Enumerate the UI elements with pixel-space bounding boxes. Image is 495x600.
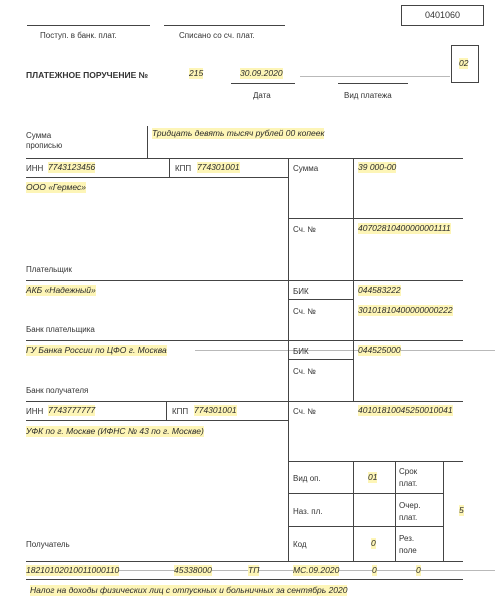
vline-kpp-payer bbox=[169, 158, 170, 177]
line-payee-account-bottom bbox=[288, 461, 463, 462]
payment-type-underline bbox=[338, 83, 408, 84]
form-code: 0401060 bbox=[424, 10, 461, 20]
amount-value: 39 000-00 bbox=[358, 162, 397, 172]
payee-inn-label: ИНН bbox=[26, 407, 44, 416]
line-top-payer bbox=[26, 158, 463, 159]
op-type: 01 bbox=[368, 472, 378, 482]
payer-inn-label: ИНН bbox=[26, 164, 44, 173]
payee-inn: 7743777777 bbox=[48, 405, 96, 415]
page-title: ПЛАТЕЖНОЕ ПОРУЧЕНИЕ № bbox=[26, 70, 149, 80]
term-label-2: плат. bbox=[399, 479, 418, 488]
document-date: 30.09.2020 bbox=[240, 68, 283, 78]
payee-account: 40101810045250010041 bbox=[358, 405, 453, 415]
payee-bank-guide-line bbox=[195, 350, 495, 351]
line-inn-bottom bbox=[26, 177, 288, 178]
tax-period: МС.09.2020 bbox=[293, 565, 340, 575]
payee-label: Получатель bbox=[26, 540, 70, 549]
payment-purpose: Налог на доходы физических лиц с отпускных и больничных за сентябрь 2020 bbox=[30, 585, 348, 595]
payee-bank-account-label: Сч. № bbox=[293, 367, 316, 376]
payer-label: Плательщик bbox=[26, 265, 72, 274]
line-payee-bik-bottom bbox=[288, 359, 353, 360]
line-payer-amount-bottom bbox=[288, 218, 463, 219]
payee-name: УФК по г. Москве (ИФНС № 43 по г. Москве) bbox=[26, 426, 204, 436]
payer-bank-bik-label: БИК bbox=[293, 287, 309, 296]
code-label: Код bbox=[293, 540, 307, 549]
debited-label: Списано со сч. плат. bbox=[179, 31, 255, 40]
priority-label-2: плат. bbox=[399, 513, 418, 522]
date-underline bbox=[231, 83, 295, 84]
line-payer-bottom bbox=[26, 280, 463, 281]
vline-col-2-bottom bbox=[353, 461, 354, 561]
amount-words-value: Тридцать девять тысяч рублей 00 копеек bbox=[152, 128, 325, 138]
purpose-code-label: Наз. пл. bbox=[293, 507, 323, 516]
payee-bank-label: Банк получателя bbox=[26, 386, 89, 395]
payer-bank-account-label: Сч. № bbox=[293, 307, 316, 316]
payee-bank-bik: 044525000 bbox=[358, 345, 401, 355]
debited-line bbox=[164, 25, 285, 26]
header-guide-line bbox=[300, 76, 450, 77]
term-label-1: Срок bbox=[399, 467, 418, 476]
kbk: 18210102010011000110 bbox=[26, 565, 120, 575]
line-optype-bottom bbox=[288, 493, 443, 494]
vline-col-3 bbox=[395, 461, 396, 561]
payer-bank-account: 30101810400000000222 bbox=[358, 305, 453, 315]
payee-account-label: Сч. № bbox=[293, 407, 316, 416]
priority: 5 bbox=[459, 505, 464, 515]
received-line bbox=[27, 25, 150, 26]
payee-bank-bik-label: БИК bbox=[293, 347, 309, 356]
payer-account: 40702810400000001111 bbox=[358, 223, 451, 233]
vline-col-2-top bbox=[353, 158, 354, 401]
tax-basis: ТП bbox=[248, 565, 260, 575]
oktmo: 45338000 bbox=[174, 565, 212, 575]
tax-doc-number: 0 bbox=[372, 565, 377, 575]
payee-kpp-label: КПП bbox=[172, 407, 189, 416]
amount-label: Сумма bbox=[293, 164, 319, 173]
op-type-label: Вид оп. bbox=[293, 474, 321, 483]
line-payee-bank-bottom bbox=[26, 401, 463, 402]
priority-label-1: Очер. bbox=[399, 501, 421, 510]
code: 0 bbox=[371, 538, 376, 548]
payer-bank-label: Банк плательщика bbox=[26, 325, 95, 334]
received-label: Поступ. в банк. плат. bbox=[40, 31, 117, 40]
line-bik-bottom bbox=[288, 299, 353, 300]
line-payer-bank-bottom bbox=[26, 340, 463, 341]
vline-col-4 bbox=[443, 461, 444, 561]
payer-name: ООО «Гермес» bbox=[26, 182, 86, 192]
payer-account-label: Сч. № bbox=[293, 225, 316, 234]
payee-kpp: 774301001 bbox=[194, 405, 237, 415]
vline-kpp-payee bbox=[166, 401, 167, 420]
date-label: Дата bbox=[253, 91, 271, 100]
reserve-label-1: Рез. bbox=[399, 534, 415, 543]
payer-kpp: 774301001 bbox=[197, 162, 240, 172]
line-purpose-code-bottom bbox=[288, 526, 443, 527]
status-code: 02 bbox=[459, 58, 469, 68]
payer-bank-name: АКБ «Надежный» bbox=[26, 285, 96, 295]
line-tax-bottom bbox=[26, 579, 463, 580]
tax-doc-date: 0 bbox=[416, 565, 421, 575]
payer-inn: 7743123456 bbox=[48, 162, 96, 172]
vline-col-1 bbox=[288, 158, 289, 561]
document-number: 215 bbox=[189, 68, 204, 78]
amount-words-divider bbox=[147, 126, 148, 158]
line-payee-bottom bbox=[26, 561, 463, 562]
line-payee-inn-bottom bbox=[26, 420, 288, 421]
payment-type-label: Вид платежа bbox=[344, 91, 392, 100]
reserve-label-2: поле bbox=[399, 546, 417, 555]
amount-words-label-2: прописью bbox=[26, 141, 63, 150]
amount-words-label-1: Сумма bbox=[26, 131, 52, 140]
payee-bank-name: ГУ Банка России по ЦФО г. Москва bbox=[26, 345, 167, 355]
payer-kpp-label: КПП bbox=[175, 164, 192, 173]
payer-bank-bik: 044583222 bbox=[358, 285, 401, 295]
